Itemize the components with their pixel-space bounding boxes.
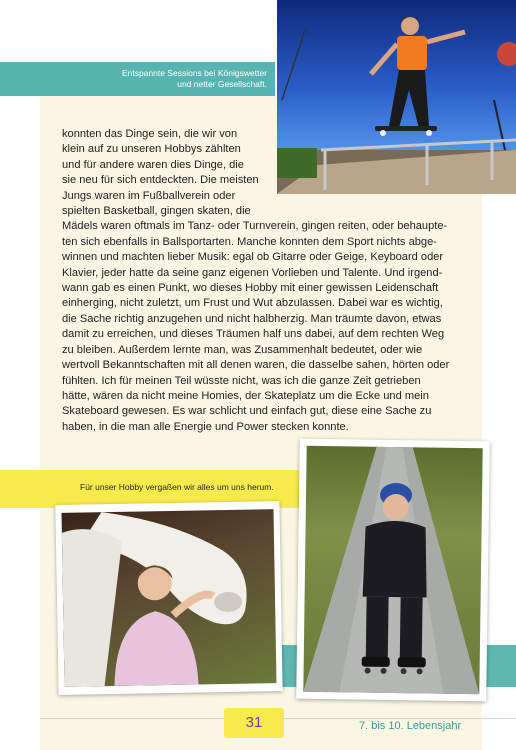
horse-photo-frame xyxy=(55,501,282,695)
body-line: zu bleiben. Außerdem lernte man, was Zusammenhalt bedeutet, oder wie xyxy=(62,343,423,356)
bottom-caption: Für unser Hobby vergaßen wir alles um uns herum. xyxy=(80,482,274,492)
body-line: winnen und machten lieber Musik: egal ob Gitarre oder Geige, Keyboard oder xyxy=(62,251,444,264)
top-caption-line-2: und netter Gesellschaft. xyxy=(177,79,267,89)
body-line: Klavier, jeder hatte da seine ganz eigenen Vorlieben und Talente. Und irgend- xyxy=(62,266,443,279)
body-line: Skateboard gewesen. Es war schlicht und einfach gut, diese eine Sache zu xyxy=(62,405,432,418)
body-line: wann gab es einen Punkt, wo dieses Hobby mit einer gewissen Leidenschaft xyxy=(62,282,439,295)
top-caption xyxy=(67,68,267,90)
girl-with-horse-photo xyxy=(61,509,276,687)
body-line: ten sich ebenfalls in Ballsportarten. Manche konnten dem Sport nichts abge- xyxy=(62,235,437,248)
body-line: fühlten. Ich für meinen Teil wüsste nicht, was ich die ganze Zeit getrieben xyxy=(62,374,421,387)
body-line: klein auf zu unseren Hobbys zählten xyxy=(62,143,241,156)
body-line: Mädels waren oftmals im Tanz- oder Turnverein, gingen reiten, oder behaupte- xyxy=(62,220,448,233)
body-line: und für andere waren dies Dinge, die xyxy=(62,158,244,171)
body-line: sie neu für sich entdeckten. Die meisten xyxy=(62,174,259,187)
skater-photo-frame xyxy=(296,439,490,702)
page-number: 31 xyxy=(224,708,284,738)
chapter-label: 7. bis 10. Lebensjahr xyxy=(359,720,462,732)
body-line: damit zu erreichen, und dieses Träumen half uns dabei, auf dem rechten Weg xyxy=(62,328,445,341)
girl-with-horse-illustration xyxy=(61,509,276,687)
teal-accent-strip xyxy=(484,645,516,687)
body-line: die Sache richtig anzugehen und nicht halbherzig. Man träumte davon, etwas xyxy=(62,312,442,325)
top-caption-bar xyxy=(0,62,275,96)
inline-skater-photo xyxy=(303,446,482,694)
body-line: wertvoll Bekanntschaften mit all denen waren, die dasselbe sahen, hörten oder xyxy=(62,359,450,372)
body-line: haben, in die man alle Energie und Power stecken konnte. xyxy=(62,420,349,433)
body-line: Jungs waren im Fußballverein oder xyxy=(62,189,236,202)
body-line: konnten das Dinge sein, die wir von xyxy=(62,128,238,140)
body-line: hätte, wären da nicht meine Homies, der Skateplatz um die Ecke und mein xyxy=(62,389,429,402)
body-line: einherging, nicht zuletzt, um Frust und Wut abzulassen. Dabei war es wichtig, xyxy=(62,297,443,310)
body-line: spielten Basketball, gingen skaten, die xyxy=(62,205,251,218)
top-caption-line-1: Entspannte Sessions bei Königswetter xyxy=(121,68,267,78)
article-body xyxy=(62,127,458,435)
inline-skater-illustration xyxy=(303,446,482,694)
